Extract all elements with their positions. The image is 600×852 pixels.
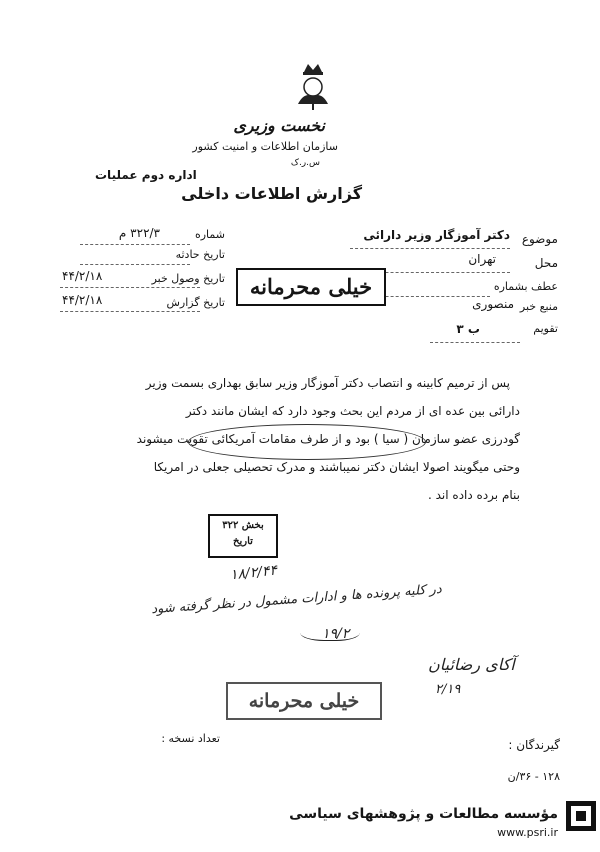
emblem-icon — [290, 60, 336, 112]
number-label: شماره — [194, 228, 225, 241]
attached-label: عطف بشماره — [493, 280, 558, 293]
institute-logo-icon — [566, 801, 596, 831]
handwritten-initial-date: ۱۹/۲ — [322, 626, 350, 642]
receipt-date-value: ۴۴/۲/۱۸ — [62, 269, 103, 283]
location-label: محل — [534, 256, 558, 270]
department-label: اداره دوم عملیات — [95, 168, 197, 182]
org-name: سازمان اطلاعات و امنیت کشور — [192, 140, 338, 153]
report-title: گزارش اطلاعات داخلی — [181, 184, 362, 203]
classification-stamp: خیلی محرمانه — [236, 268, 386, 306]
source-value: منصوری — [472, 297, 514, 311]
section-stamp-date-label: تاریخ — [233, 536, 253, 547]
handwritten-date: ۱۸/۲/۴۴ — [229, 562, 278, 584]
highlight-oval — [188, 424, 426, 460]
location-value: تهران — [468, 252, 496, 266]
ministry-title: نخست وزیری — [233, 116, 325, 135]
section-stamp-label: بخش ۳۲۲ — [222, 520, 264, 531]
institute-name: مؤسسه مطالعات و پژوهشهای سیاسی — [289, 806, 558, 822]
handwritten-instruction: در کلیه پرونده ها و ادارات مشمول در نظر گرفته شود — [150, 581, 443, 618]
subject-label: موضوع — [521, 232, 558, 246]
assessment-value: ب ۳ — [456, 322, 480, 336]
copies-label: تعداد نسخه : — [161, 732, 220, 745]
body-line: گودرزی عضو سازمان ( سیا ) بود و از طرف مقامات آمریکائی تقویت میشوند — [136, 432, 520, 446]
form-code: ۱۲۸ - ۳۶/ن — [507, 770, 560, 783]
body-line: دارائی بین عده ای از مردم این بحث وجود دارد که ایشان مانند دکتر — [185, 404, 520, 418]
section-stamp — [208, 514, 278, 558]
source-label: منبع خبر — [519, 300, 558, 313]
body-line: پس از ترمیم کابینه و انتصاب دکتر آموزگار وزیر سابق بهداری بسمت وزیر — [145, 376, 510, 390]
number-value: ۳۲۲/۳ م — [118, 226, 160, 240]
subject-value: دکتر آموزگار وزیر دارائی — [363, 228, 510, 242]
body-line: بنام برده داده اند . — [428, 488, 520, 502]
receipt-date-label: تاریخ وصول خبر — [151, 272, 225, 285]
bottom-classification-stamp: خیلی محرمانه — [226, 682, 382, 720]
institute-website[interactable]: www.psri.ir — [497, 826, 558, 839]
report-date-value: ۴۴/۲/۱۸ — [62, 293, 103, 307]
assessment-label: تقویم — [533, 322, 558, 335]
signature-date: ۲/۱۹ — [435, 682, 461, 697]
body-line: وحتی میگویند اصولا ایشان دکتر نمیباشند و مدرک تحصیلی جعلی در امریکا — [153, 460, 520, 474]
report-date-label: تاریخ گزارش — [166, 296, 225, 309]
signature: ﺁﻛﺎﻯ ﺭﺿﺎﺋﻴﺎﻥ — [428, 655, 515, 674]
handwritten-stroke — [300, 620, 360, 641]
event-date-label: تاریخ حادثه — [175, 248, 225, 261]
ref-code: س.ر.ک — [290, 158, 320, 168]
recipients-label: گیرندگان : — [508, 738, 560, 752]
